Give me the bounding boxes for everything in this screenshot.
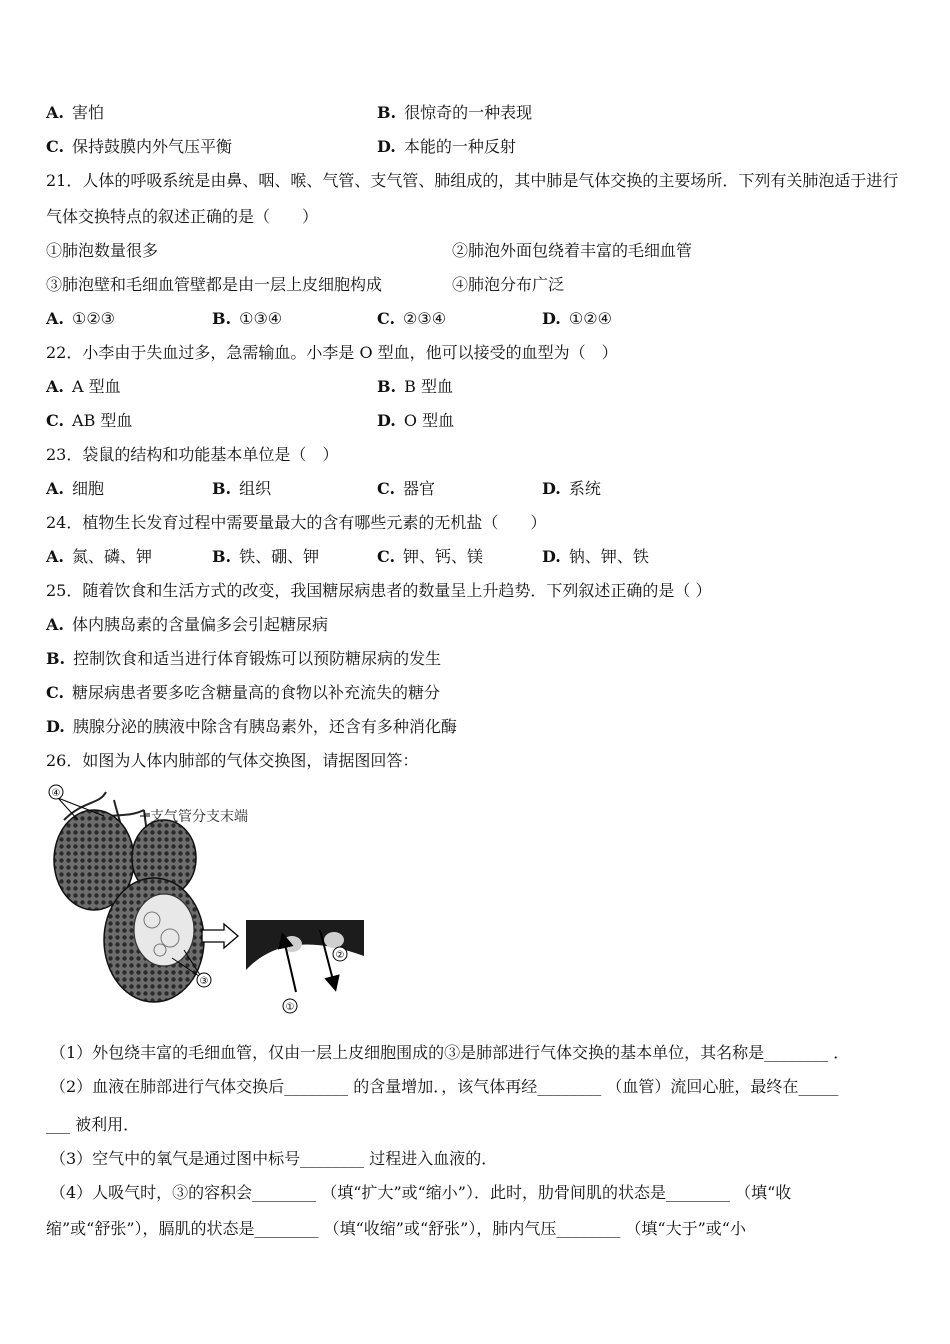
option-text: B 型血 xyxy=(404,377,453,396)
q23-option-a xyxy=(46,479,104,499)
option-label: B. xyxy=(212,309,232,328)
q21-option-d xyxy=(542,309,612,329)
q24-option-c xyxy=(377,547,483,567)
q26-part-1: （1）外包绕丰富的毛细血管，仅由一层上皮细胞围成的③是肺部进行气体交换的基本单位，其名称是________ ． xyxy=(50,1043,850,1062)
q25-option-a xyxy=(46,615,328,635)
q24-option-b xyxy=(212,547,319,567)
option-label: B. xyxy=(212,547,232,566)
q20-option-a xyxy=(46,103,104,123)
option-label: A. xyxy=(46,615,64,634)
q20-option-d xyxy=(377,137,516,157)
option-label: D. xyxy=(377,137,396,156)
q26-part-2-line1: （2）血液在肺部进行气体交换后________ 的含量增加．，该气体再经________ （血管）流回心脏，最终在_____ xyxy=(50,1077,839,1096)
option-text: 害怕 xyxy=(71,103,104,122)
option-label: B. xyxy=(46,649,66,668)
option-text: 细胞 xyxy=(71,479,104,498)
option-text: 控制饮食和适当进行体育锻炼可以预防糖尿病的发生 xyxy=(73,649,442,668)
q22-option-a xyxy=(46,377,121,397)
q21-option-a xyxy=(46,309,115,329)
option-label: A. xyxy=(46,103,64,122)
option-label: D. xyxy=(46,717,65,736)
option-text: 本能的一种反射 xyxy=(403,137,516,156)
figure-label-mark-4: ④ xyxy=(51,788,61,799)
figure-label-bronchiole: 支气管分支末端 xyxy=(150,809,248,825)
option-label: A. xyxy=(46,377,64,396)
option-text: ②③④ xyxy=(403,309,447,328)
option-text: 钾、钙、镁 xyxy=(403,547,484,566)
option-text: 保持鼓膜内外气压平衡 xyxy=(72,137,233,156)
q21-stem-line1: 21．人体的呼吸系统是由鼻、咽、喉、气管、支气管、肺组成的，其中肺是气体交换的主要场所．下列有关肺泡适于进行 xyxy=(46,171,899,190)
q21-stem-line2: 气体交换特点的叙述正确的是（ ） xyxy=(46,207,319,226)
option-text: 胰腺分泌的胰液中除含有胰岛素外，还含有多种消化酶 xyxy=(72,717,457,736)
q21-statement-4: ④肺泡分布广泛 xyxy=(452,275,565,294)
q23-stem: 23．袋鼠的结构和功能基本单位是（ ） xyxy=(46,445,339,464)
option-text: 铁、硼、钾 xyxy=(239,547,320,566)
q24-option-d xyxy=(542,547,649,567)
option-label: A. xyxy=(46,479,64,498)
option-label: B. xyxy=(377,103,397,122)
q22-option-c xyxy=(46,411,132,431)
option-text: ①②④ xyxy=(568,309,612,328)
option-text: 组织 xyxy=(239,479,272,498)
q21-statement-2: ②肺泡外面包绕着丰富的毛细血管 xyxy=(452,241,693,260)
q25-option-b xyxy=(46,649,441,669)
q21-statement-1: ①肺泡数量很多 xyxy=(46,241,159,260)
option-label: A. xyxy=(46,547,64,566)
q21-statement-3: ③肺泡壁和毛细血管壁都是由一层上皮细胞构成 xyxy=(46,275,383,294)
q23-option-b xyxy=(212,479,271,499)
q21-option-b xyxy=(212,309,282,329)
q24-stem: 24．植物生长发育过程中需要量最大的含有哪些元素的无机盐（ ） xyxy=(46,513,547,532)
option-label: C. xyxy=(46,411,65,430)
q22-option-b xyxy=(377,377,453,397)
q25-option-c xyxy=(46,683,440,703)
q20-option-b xyxy=(377,103,532,123)
option-label: C. xyxy=(46,683,65,702)
option-text: 体内胰岛素的含量偏多会引起糖尿病 xyxy=(71,615,328,634)
option-label: D. xyxy=(542,309,561,328)
q24-option-a xyxy=(46,547,152,567)
option-text: ①③④ xyxy=(239,309,283,328)
q25-option-d xyxy=(46,717,457,737)
figure-label-mark-3: ③ xyxy=(199,976,209,987)
q22-option-d xyxy=(377,411,454,431)
option-text: 钠、钾、铁 xyxy=(568,547,649,566)
option-text: A 型血 xyxy=(71,377,121,396)
option-label: B. xyxy=(212,479,232,498)
q23-option-c xyxy=(377,479,435,499)
figure-label-mark-1: ① xyxy=(285,1002,295,1013)
option-label: D. xyxy=(542,547,561,566)
option-text: ①②③ xyxy=(71,309,116,328)
q21-option-c xyxy=(377,309,446,329)
option-label: C. xyxy=(377,547,396,566)
option-text: 氮、磷、钾 xyxy=(71,547,152,566)
alveoli-gas-exchange-figure xyxy=(44,780,364,1016)
option-text: 系统 xyxy=(568,479,601,498)
q26-part-3: （3）空气中的氧气是通过图中标号________ 过程进入血液的． xyxy=(50,1149,498,1168)
option-label: D. xyxy=(542,479,561,498)
option-label: D. xyxy=(377,411,396,430)
q23-option-d xyxy=(542,479,601,499)
q26-part-4-line1: （4）人吸气时，③的容积会________ （填“扩大”或“缩小”）．此时，肋骨间肌的状态是________ （填“收 xyxy=(50,1183,792,1202)
option-label: C. xyxy=(377,479,396,498)
q26-stem: 26．如图为人体内肺部的气体交换图，请据图回答： xyxy=(46,751,419,770)
option-text: 器官 xyxy=(403,479,436,498)
option-label: C. xyxy=(377,309,396,328)
q22-stem: 22．小李由于失血过多，急需输血。小李是 O 型血，他可以接受的血型为（ ） xyxy=(46,343,618,362)
hollow-arrow xyxy=(202,924,238,948)
q20-option-c xyxy=(46,137,232,157)
option-text: 糖尿病患者要多吃含糖量高的食物以补充流失的糖分 xyxy=(72,683,441,702)
option-label: A. xyxy=(46,309,64,328)
figure-label-mark-2: ② xyxy=(335,950,345,961)
option-text: 很惊奇的一种表现 xyxy=(404,103,533,122)
option-label: C. xyxy=(46,137,65,156)
option-label: B. xyxy=(377,377,397,396)
option-text: O 型血 xyxy=(403,411,455,430)
q26-part-4-line2: 缩”或“舒张”），膈肌的状态是________ （填“收缩”或“舒张”），肺内气压________ （填“大于”或“小 xyxy=(46,1219,746,1238)
alveolus-cutaway xyxy=(134,894,194,966)
option-text: AB 型血 xyxy=(72,411,133,430)
q25-stem: 25．随着饮食和生活方式的改变，我国糖尿病患者的数量呈上升趋势．下列叙述正确的是（ ） xyxy=(46,581,712,600)
q26-part-2-line2: ___ 被利用． xyxy=(46,1115,140,1134)
